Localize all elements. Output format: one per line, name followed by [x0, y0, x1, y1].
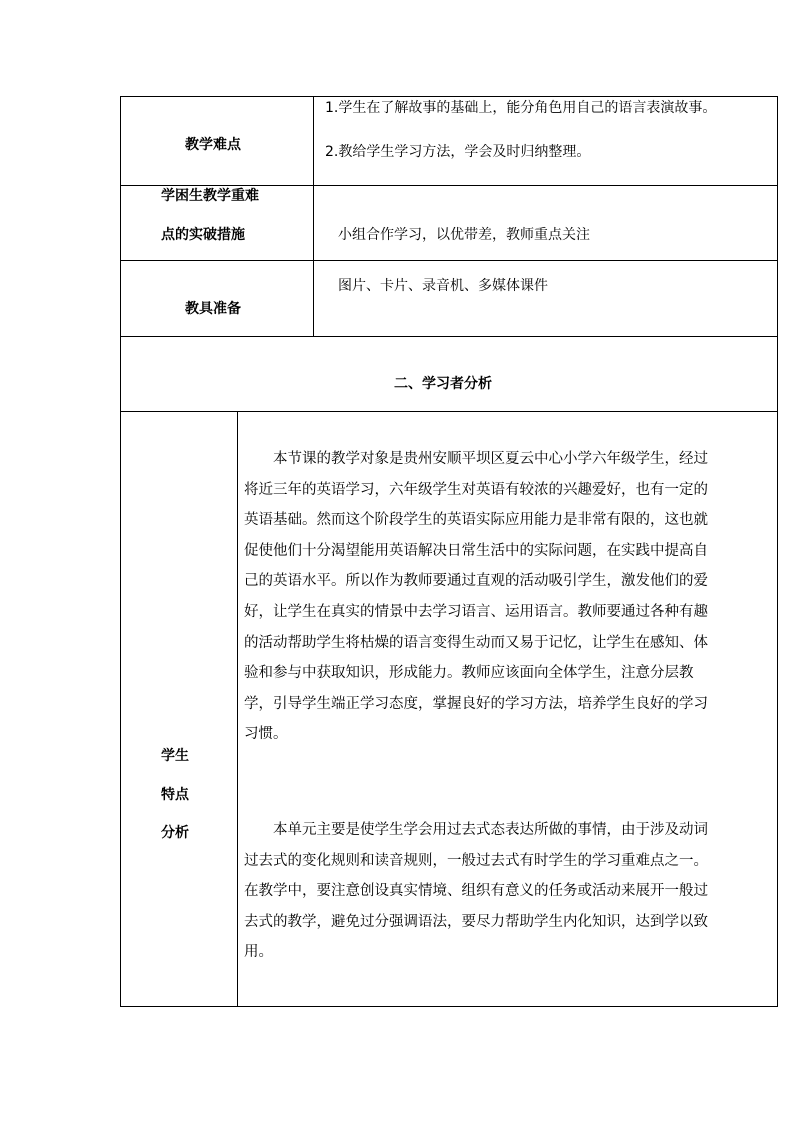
- difficulty-item-1: 1.学生在了解故事的基础上，能分角色用自己的语言表演故事。: [325, 100, 717, 116]
- paragraph-line: 英语基础。然而这个阶段学生的英语实际应用能力是非常有限的，这也就: [244, 512, 708, 529]
- struggling-label-line2: 点的实破措施: [161, 227, 245, 243]
- column-divider: [237, 411, 238, 1006]
- paragraph-line: 习惯。: [244, 726, 288, 743]
- table-border-right: [777, 96, 778, 1007]
- row-divider: [120, 411, 778, 412]
- section-title: 二、学习者分析: [394, 376, 492, 392]
- paragraph-line: 过去式的变化规则和读音规则，一般过去式有时学生的学习重难点之一。: [244, 852, 708, 869]
- difficulty-item-2: 2.教给学生学习方法，学会及时归纳整理。: [325, 144, 591, 160]
- paragraph-line: 用。: [244, 944, 273, 961]
- equipment-label: 教具准备: [185, 301, 241, 317]
- row-divider: [120, 336, 778, 337]
- equipment-content: 图片、卡片、录音机、多媒体课件: [338, 278, 548, 294]
- difficulty-label: 教学难点: [185, 137, 241, 153]
- paragraph-line: 验和参与中获取知识，形成能力。教师应该面向全体学生，注意分层教: [244, 665, 694, 682]
- paragraph-line: 好，让学生在真实的情景中去学习语言、运用语言。教师要通过各种有趣: [244, 603, 708, 620]
- paragraph-line: 己的英语水平。所以作为教师要通过直观的活动吸引学生，激发他们的爱: [244, 573, 708, 590]
- row-divider: [120, 260, 778, 261]
- row-divider: [120, 185, 778, 186]
- student-label-line1: 学生: [161, 748, 189, 764]
- paragraph-line: 在教学中，要注意创设真实情境、组织有意义的任务或活动来展开一般过: [244, 883, 708, 900]
- paragraph-line: 去式的教学，避免过分强调语法，要尽力帮助学生内化知识，达到学以致: [244, 913, 708, 930]
- paragraph-line: 本节课的教学对象是贵州安顺平坝区夏云中心小学六年级学生，经过: [273, 451, 708, 467]
- column-divider: [313, 96, 314, 336]
- struggling-content: 小组合作学习，以优带差，教师重点关注: [338, 227, 590, 243]
- table-border-top: [120, 96, 778, 97]
- student-label-line2: 特点: [161, 787, 189, 803]
- paragraph-line: 促使他们十分渴望能用英语解决日常生活中的实际问题，在实践中提高自: [244, 542, 708, 559]
- student-paragraph-2: [244, 815, 764, 968]
- paragraph-line: 的活动帮助学生将枯燥的语言变得生动而又易于记忆，让学生在感知、体: [244, 634, 708, 651]
- student-label-line3: 分析: [161, 825, 189, 841]
- paragraph-line: 学，引导学生端正学习态度，掌握良好的学习方法，培养学生良好的学习: [244, 695, 708, 712]
- paragraph-line: 本单元主要是使学生学会用过去式态表达所做的事情，由于涉及动词: [273, 822, 708, 838]
- table-border-bottom: [120, 1006, 778, 1007]
- paragraph-line: 将近三年的英语学习，六年级学生对英语有较浓的兴趣爱好，也有一定的: [244, 481, 708, 498]
- struggling-label-line1: 学困生教学重难: [161, 188, 259, 204]
- student-paragraph-1: [244, 444, 764, 750]
- table-border-left: [120, 96, 121, 1007]
